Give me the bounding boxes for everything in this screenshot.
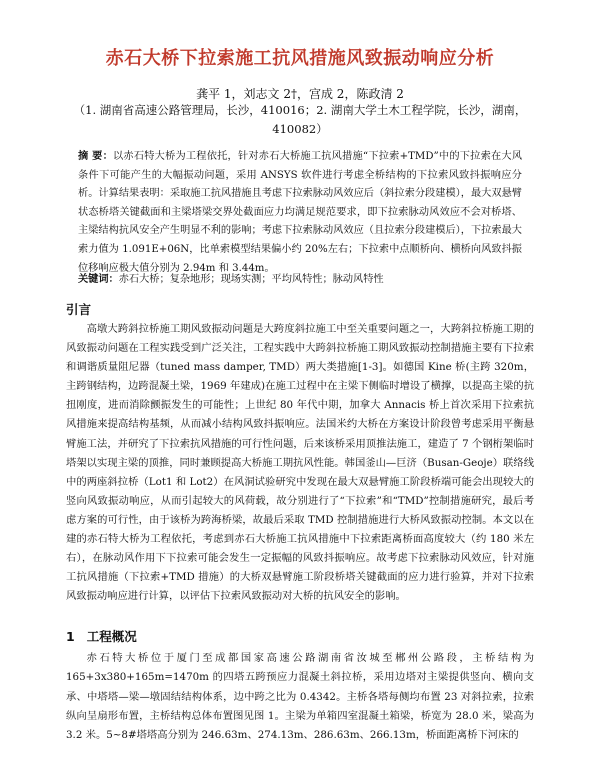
keywords <box>78 271 522 289</box>
section1-paragraph: 赤石特大桥位于厦门至成都国家高速公路湖南省汝城至郴州公路段，主桥结构为165+3x380+165m=1470m 的四塔五跨预应力混凝土斜拉桥，采用边塔对主梁提供竖向、横向支承、中塔塔—梁—墩固结结构体系，边中跨之比为 0.4342。主桥各塔每侧均布置 23 对斜拉索，拉索纵向呈扇形布置，主桥结构总体布置图见图 1。主梁为单箱四室混凝土箱梁，桥宽为 28.0 米，梁高为 3.2 米。5~8#塔塔高分别为 246.63m、274.13m、286.63m、266.13m，桥面距离桥下河床的 <box>66 652 534 742</box>
keywords-text: 赤石大桥；复杂地形；现场实测；平均风特性；脉动风特性 <box>118 274 384 285</box>
intro-heading: 引言 <box>66 302 92 317</box>
section1-number: 1 <box>66 629 75 644</box>
intro-paragraph: 高墩大跨斜拉桥施工期风致振动问题是大跨度斜拉施工中至关重要问题之一，大跨斜拉桥施工期的风致振动问题在工程实践受到广泛关注，工程实践中大跨斜拉桥施工期风致振动控制措施主要有下拉索和调谐质量阻尼器（tuned mass damper, TMD）两大类措施[1-3]。如德国 Kine 桥(主跨 320m，主跨钢结构，边跨混凝土梁，1969 年建成)在施工过程中在主梁下侧临时增设了横撑，以提高主梁的抗扭刚度，进而消除颤振发生的可能性；上世纪 80 年代中期，加拿大 Annacis 桥上首次采用下拉索抗风措施来提高结构基频，从而减小结构风致抖振响应。法国米约大桥在方案设计阶段曾考虑采用平衡悬臂施工法，并研究了下拉索抗风措施的可行性问题，后来该桥采用顶推法施工，建造了 7 个钢桁架临时塔架以实现主梁的顶推，同时兼顾提高大桥施工期抗风性能。韩国釜山—巨济（Busan-Geoje）联络线中的两座斜拉桥（Lot1 和 Lot2）在风洞试验研究中发现在最大双悬臂施工阶段桥端可能会出现较大的竖向风致振动响应，从而引起较大的风荷载，故分别进行了“下拉索”和“TMD”控制措施研究，最后考虑方案的可行性，由于该桥为跨海桥梁，故最后采取 TMD 控制措施进行大桥风致振动控制。本文以在建的赤石特大桥为工程依托，考虑到赤石大桥施工抗风措施中下拉索距离桥面高度较大（约 180 米左右），在脉动风作用下下拉索可能会发生一定振幅的风致抖振响应。故考虑下拉索脉动风效应，针对施工抗风措施（下拉索+TMD 措施）的大桥双悬臂施工阶段桥塔关键截面的应力进行验算，并对下拉索风致振动响应进行计算，以评估下拉索风致振动对大桥的抗风安全的影响。 <box>66 323 534 603</box>
paper-title: 赤石大桥下拉索施工抗风措施风致振动响应分析 <box>105 48 495 69</box>
abstract <box>78 148 522 278</box>
abstract-label: 摘 要： <box>78 151 114 162</box>
abstract-text: 以赤石特大桥为工程依托，针对赤石大桥施工抗风措施“下拉索+TMD”中的下拉索在大风条件下可能产生的大幅振动问题，采用 ANSYS 软件进行考虑全桥结构的下拉索风致抖振响应分析。计算结果表明：采取施工抗风措施且考虑下拉索脉动风效应后（斜拉索分段建模），最大双悬臂状态桥塔关键截面和主梁塔梁交界处截面应力均满足规范要求，即下拉索脉动风效应不会对桥塔、主梁结构抗风安全产生明显不利的影响；考虑下拉索脉动风效应（且拉索分段建模后），下拉索最大索力值为 1.091E+06N，比单索模型结果偏小约 20%左右；下拉索中点顺桥向、横桥向风致抖振位移响应极大值分别为 2.94m 和 3.44m。 <box>78 151 523 274</box>
keywords-label: 关键词： <box>78 274 119 285</box>
affiliations: （1. 湖南省高速公路管理局，长沙，410016；2. 湖南大学土木工程学院，长沙，湖南，410082） <box>73 103 527 136</box>
author-list: 龚平 1，刘志文 2†，宫成 2，陈政清 2 <box>196 87 404 101</box>
section1-title: 工程概况 <box>86 629 137 644</box>
section1-heading <box>66 627 149 645</box>
